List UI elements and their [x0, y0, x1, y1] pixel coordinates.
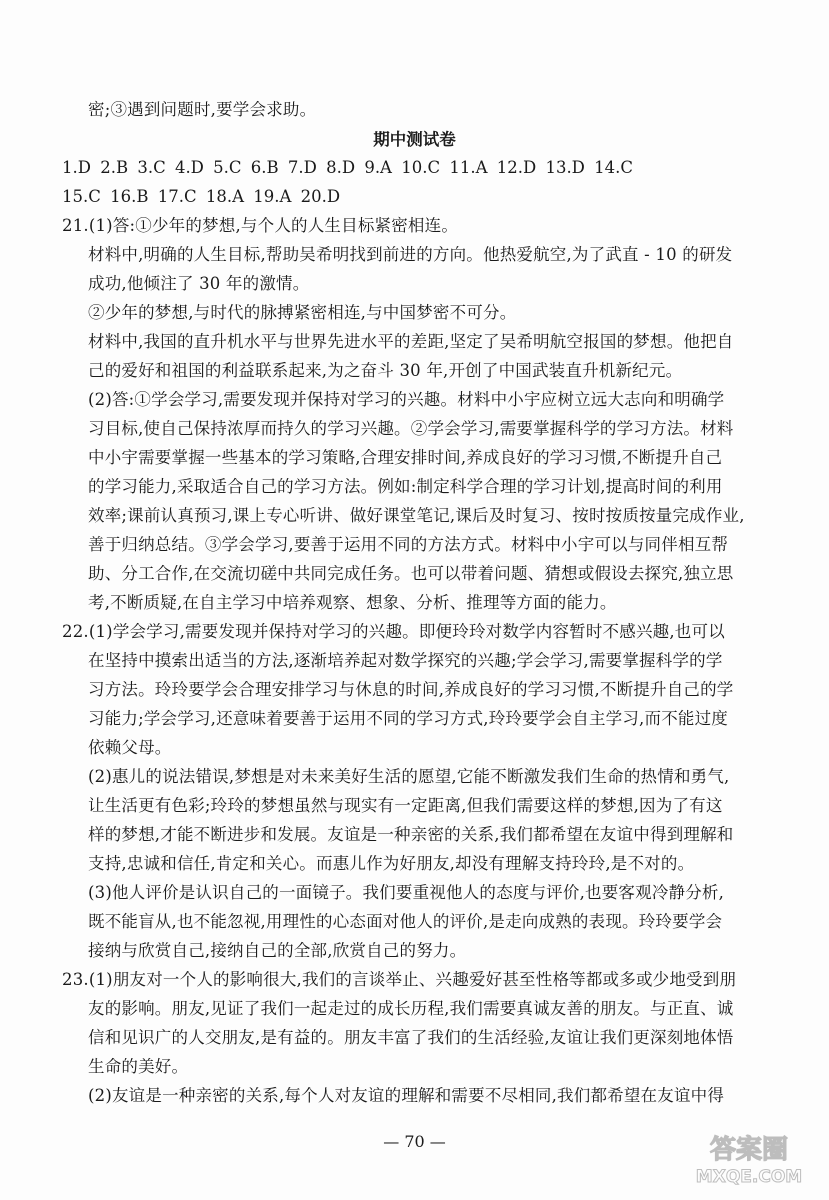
text-line: 效率;课前认真预习,课上专心听讲、做好课堂笔记,课后及时复习、按时按质按量完成作业, — [88, 506, 745, 525]
text-line: 让生活更有色彩;玲玲的梦想虽然与现实有一定距离,但我们需要这样的梦想,因为了有这 — [88, 796, 723, 815]
text-line: 接纳与欣赏自己,接纳自己的全部,欣赏自己的努力。 — [88, 941, 467, 960]
text-line: 材料中,明确的人生目标,帮助吴希明找到前进的方向。他热爱航空,为了武直 - 10 的研发 — [88, 245, 733, 264]
intro-line: 密;③遇到问题时,要学会求助。 — [88, 100, 317, 119]
text-line: 中小宇需要掌握一些基本的学习策略,合理安排时间,养成良好的学习习惯,不断提升自己 — [88, 448, 723, 467]
watermark-text: 答案圈 — [709, 1135, 789, 1165]
watermark-url: MXQE.COM — [695, 1167, 803, 1187]
page-number: — 70 — — [383, 1132, 446, 1151]
text-line: 生命的美好。 — [88, 1057, 189, 1076]
text-line: 材料中,我国的直升机水平与世界先进水平的差距,坚定了吴希明航空报国的梦想。他把自 — [88, 332, 734, 351]
text-line: 考,不断质疑,在自主学习中培养观察、想象、分析、推理等方面的能力。 — [88, 593, 617, 612]
answers-row-2: 15.C 16.B 17.C 18.A 19.A 20.D — [62, 187, 341, 206]
text-line: 依赖父母。 — [88, 738, 172, 757]
text-line: 习方法。玲玲要学会合理安排学习与休息的时间,养成良好的学习习惯,不断提升自己的学 — [88, 680, 734, 699]
text-line: (2)答:①学会学习,需要发现并保持对学习的兴趣。材料中小宇应树立远大志向和明确学 — [88, 390, 725, 409]
text-line: 友的影响。朋友,见证了我们一起走过的成长历程,我们需要真诚友善的朋友。与正直、诚 — [88, 999, 734, 1018]
watermark-logo-icon — [683, 1124, 815, 1188]
text-line: 23.(1)朋友对一个人的影响很大,我们的言谈举止、兴趣爱好甚至性格等都或多或少地受到朋 — [62, 970, 737, 989]
text-line: 善于归纳总结。③学会学习,要善于运用不同的方法方式。材料中小宇可以与同伴相互帮 — [88, 535, 729, 554]
text-line: 支持,忠诚和信任,肯定和关心。而惠儿作为好朋友,却没有理解支持玲玲,是不对的。 — [88, 854, 695, 873]
text-line: 习能力;学会学习,还意味着要善于运用不同的学习方式,玲玲要学会自主学习,而不能过度 — [88, 709, 728, 728]
text-line: (2)惠儿的说法错误,梦想是对未来美好生活的愿望,它能不断激发我们生命的热情和勇气, — [88, 767, 730, 786]
text-line: ②少年的梦想,与时代的脉搏紧密相连,与中国梦密不可分。 — [88, 303, 517, 322]
answers-row-1: 1.D 2.B 3.C 4.D 5.C 6.B 7.D 8.D 9.A 10.C 11.A 12.D 13.D 14.C — [62, 158, 634, 177]
text-line: 己的爱好和祖国的利益联系起来,为之奋斗 30 年,开创了中国武装直升机新纪元。 — [88, 361, 683, 380]
text-line: 习目标,使自己保持浓厚而持久的学习兴趣。②学会学习,需要掌握科学的学习方法。材料 — [88, 419, 734, 438]
text-line: 在坚持中摸索出适当的方法,逐渐培养起对数学探究的兴趣;学会学习,需要掌握科学的学 — [88, 651, 723, 670]
text-line: 成功,他倾注了 30 年的激情。 — [88, 274, 310, 293]
text-line: 信和见识广的人交朋友,是有益的。朋友丰富了我们的生活经验,友谊让我们更深刻地体悟 — [88, 1028, 734, 1047]
text-line: (2)友谊是一种亲密的关系,每个人对友谊的理解和需要不尽相同,我们都希望在友谊中得 — [88, 1086, 725, 1105]
text-line: 样的梦想,才能不断进步和发展。友谊是一种亲密的关系,我们都希望在友谊中得到理解和 — [88, 825, 734, 844]
text-line: 的学习能力,采取适合自己的学习方法。例如:制定科学合理的学习计划,提高时间的利用 — [88, 477, 723, 496]
text-line: 21.(1)答:①少年的梦想,与个人的人生目标紧密相连。 — [62, 216, 459, 235]
text-line: (3)他人评价是认识自己的一面镜子。我们要重视他人的态度与评价,也要客观冷静分析, — [88, 883, 725, 902]
text-line: 22.(1)学会学习,需要发现并保持对学习的兴趣。即便玲玲对数学内容暂时不感兴趣,也可以 — [62, 622, 725, 641]
text-line: 既不能盲从,也不能忽视,用理性的心态面对他人的评价,是走向成熟的表现。玲玲要学会 — [88, 912, 723, 931]
text-line: 助、分工合作,在交流切磋中共同完成任务。也可以带着问题、猜想或假设去探究,独立思 — [88, 564, 734, 583]
section-title: 期中测试卷 — [373, 130, 456, 149]
